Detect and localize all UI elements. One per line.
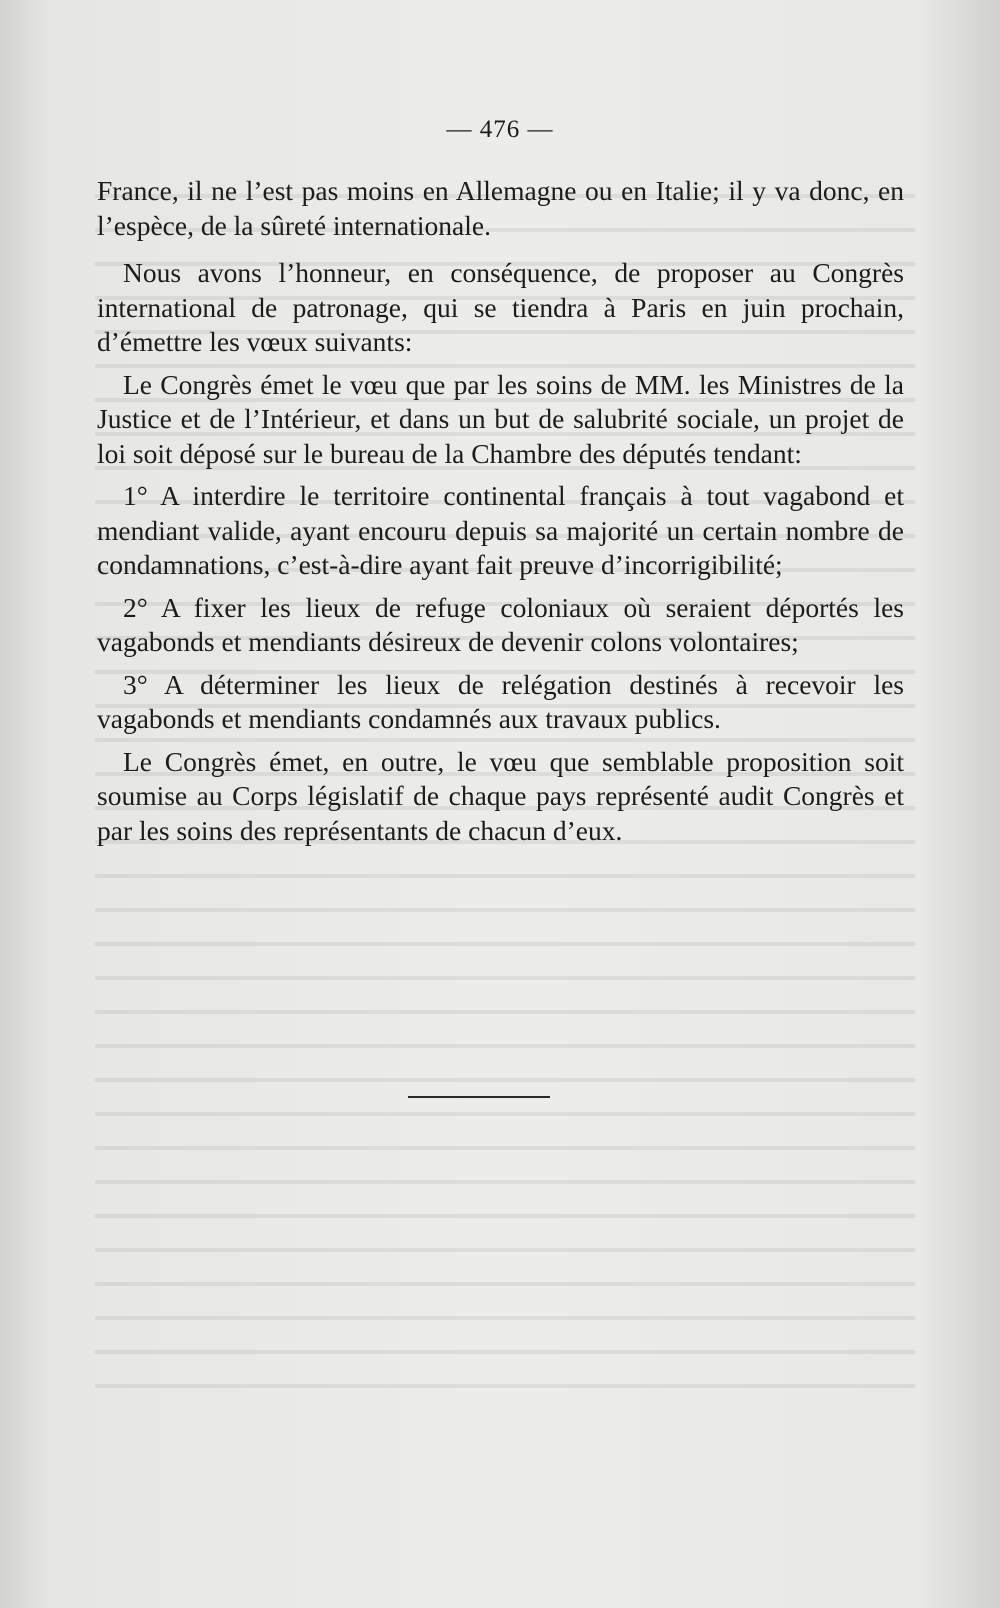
paragraph-resolution: Le Congrès émet le vœu que par les soins de MM. les Ministres de la Justice et de l’Intérieur, et dans un but de salubrité sociale, un projet de loi soit déposé sur le bureau de la Chambre des députés tendant: [97,368,904,469]
section-rule [408,1096,550,1098]
body-text [97,174,904,848]
paragraph-continuation: France, il ne l’est pas moins en Allemagne ou en Italie; il y va donc, en l’espèce, de la sûreté internationale. [97,175,904,241]
page-number: — 476 — [446,116,554,143]
paragraph-final-resolution: Le Congrès émet, en outre, le vœu que semblable proposition soit soumise au Corps législatif de chaque pays représenté audit Congrès et par les soins des représentants de chacun d’eux. [97,745,904,846]
paragraph-item-1: 1° A interdire le territoire continental français à tout vagabond et mendiant valide, ayant encouru depuis sa majorité un certain nombre de condamnations, c’est-à-dire ayant fait preuve d’incorrigibilité; [97,480,904,580]
paragraph-item-2: 2° A fixer les lieux de refuge coloniaux où seraient déportés les vagabonds et mendiants désireux de devenir colons volontaires; [97,591,904,657]
paragraph-proposal: Nous avons l’honneur, en conséquence, de proposer au Congrès international de patronage, qui se tiendra à Paris en juin prochain, d’émettre les vœux suivants: [97,257,904,357]
paragraph-item-3: 3° A déterminer les lieux de relégation destinés à recevoir les vagabonds et mendiants condamnés aux travaux publics. [97,668,904,734]
